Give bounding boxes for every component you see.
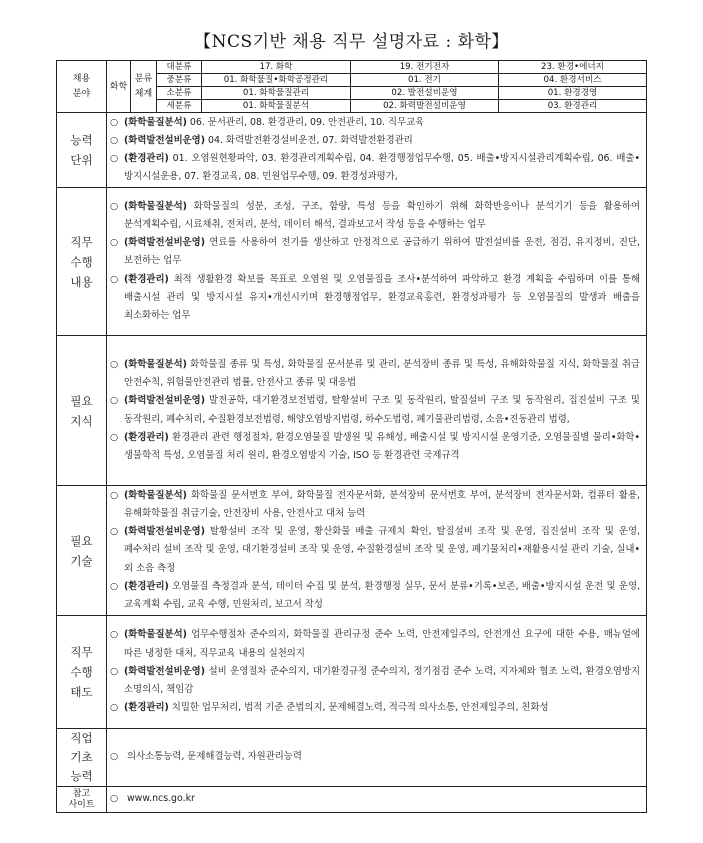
section-label: 직무 수행 내용 (57, 188, 107, 336)
list-item (110, 663, 640, 699)
reference-link[interactable]: www.ncs.go.kr (124, 793, 195, 805)
item-text: 화학물질 문서번호 부여, 화학물질 전자문서화, 분석장비 문서번호 부여, 분석장비 전자문서화, 컴퓨터 활용, 유해화학물질 취급기술, 안전장비 사용, 안전사고 대처 능력 (124, 489, 640, 519)
list-item (110, 234, 640, 270)
circle-bullet-icon: ○ (110, 751, 119, 763)
item-key: (환경관리) (124, 273, 169, 285)
job-description-table (56, 60, 647, 813)
section-label: 직업 기초 능력 (57, 729, 107, 787)
item-text: 업무수행절차 준수의지, 화학물질 관리규정 준수 노력, 안전제일주의, 안전개선 요구에 대한 수용, 매뉴얼에 따른 냉정한 대처, 직무교육 내용의 실천의지 (124, 629, 640, 659)
list-item (110, 626, 640, 662)
item-key: (화학물질분석) (124, 629, 187, 641)
class-cell: 01. 전기 (351, 74, 499, 87)
item-text: 화학물질 종류 및 특성, 화학물질 문서분류 및 관리, 분석장비 종류 및 특성, 유해화학물질 지식, 화학물질 취급 안전수칙, 위험물안전관리 법률, 안전사고 종류 및 대응법 (124, 358, 640, 389)
section-body (107, 188, 647, 336)
list-item (110, 487, 640, 523)
level-label: 대분류 (157, 61, 202, 74)
item-text: 최적 생활환경 확보를 목표로 오염원 및 오염물질을 조사•분석하여 파악하고 환경 계획을 수립하며 이를 통해 배출시설 관리 및 방지시설 유지•개선시키며 환경행정업무, 환경교육홍련, 환경성과평가 등 오염물질의 발생과 배출을 최소화하는 업무 (124, 273, 640, 321)
circle-bullet-icon: ○ (110, 358, 119, 370)
level-label: 세분류 (157, 100, 202, 113)
level-label: 소분류 (157, 87, 202, 100)
circle-bullet-icon: ○ (110, 702, 119, 714)
item-text: 치밀한 업무처리, 법적 기준 준법의지, 문제해결노력, 적극적 의사소통, 안전제일주의, 친화성 (168, 702, 549, 714)
section-body (107, 729, 647, 787)
class-label: 분류 체계 (131, 61, 157, 113)
circle-bullet-icon: ○ (110, 629, 119, 641)
class-cell: 02. 발전설비운영 (351, 87, 499, 100)
item-text: 탈황설비 조작 및 운영, 황산화물 배출 규제치 확인, 탈질설비 조작 및 운영, 집진설비 조작 및 운영, 폐수처리 설비 조작 및 운영, 대기환경설비 조작 및 운영, 수질환경설비 조작 및 운영, 폐기물처리•재활용시설 관리 기술, 실내•외 소음 측정 (124, 526, 640, 574)
circle-bullet-icon: ○ (110, 431, 119, 443)
section-row-reference-site (57, 787, 647, 813)
section-label: 직무 수행 태도 (57, 616, 107, 729)
item-key: (화력발전설비운영) (124, 526, 206, 538)
level-label: 중분류 (157, 74, 202, 87)
section-row-basic-abilities (57, 729, 647, 787)
section-row-skills (57, 486, 647, 616)
circle-bullet-icon: ○ (110, 580, 119, 592)
circle-bullet-icon: ○ (110, 134, 119, 146)
list-item (110, 578, 640, 614)
circle-bullet-icon: ○ (110, 665, 119, 677)
circle-bullet-icon: ○ (110, 116, 119, 128)
item-text: 발전공학, 대기환경보전법령, 탈황설비 구조 및 동작원리, 탈질설비 구조 및 동작원리, 집진설비 구조 및 동작원리, 폐수처리, 수질환경보전법령, 해양오염방지법령, 하수도법령, 폐기물관리법령, 소음•진동관리 법령, (124, 395, 640, 425)
section-row-knowledge (57, 336, 647, 486)
list-item (110, 392, 640, 428)
circle-bullet-icon: ○ (110, 395, 119, 407)
section-label: 필요 지식 (57, 336, 107, 486)
item-key: (화력발전설비운영) (124, 395, 206, 407)
item-key: (환경관리) (124, 431, 169, 443)
list-item (110, 150, 640, 186)
page-title: 【NCS기반 채용 직무 설명자료 : 화학】 (194, 32, 509, 52)
section-label: 능력 단위 (57, 113, 107, 188)
list-item (110, 132, 640, 150)
class-cell: 02. 화력발전설비운영 (351, 100, 499, 113)
item-key: (화학물질분석) (124, 358, 187, 370)
class-cell: 01. 화학물질•화학공정관리 (202, 74, 351, 87)
item-key: (화력발전설비운영) (124, 134, 206, 146)
item-key: (화력발전설비운영) (124, 665, 206, 677)
item-text: 설비 운영절차 준수의지, 대기환경규정 준수의지, 정기점검 준수 노력, 지자체와 협조 노력, 환경오염방지 소명의식, 책임감 (124, 665, 640, 696)
item-text: 오염물질 측정결과 분석, 데이터 수집 및 분석, 환경행정 실무, 문서 분류•기록•보존, 배출•방지시설 운전 및 운영, 교육계획 수립, 교육 수행, 민원처리, 보고서 작성 (124, 580, 640, 610)
class-cell: 01. 환경경영 (499, 87, 647, 100)
item-key: (환경관리) (124, 153, 169, 164)
list-item (110, 748, 640, 766)
class-cell: 04. 환경서비스 (499, 74, 647, 87)
circle-bullet-icon: ○ (110, 793, 119, 805)
item-key: (화력발전설비운영) (124, 237, 206, 249)
circle-bullet-icon: ○ (110, 153, 119, 164)
list-item (110, 523, 640, 578)
item-text: 06. 문서관리, 08. 환경관리, 09. 안전관리, 10. 직무교육 (186, 116, 425, 128)
circle-bullet-icon: ○ (110, 237, 119, 249)
section-body (107, 113, 647, 188)
class-cell: 01. 화학물질관리 (202, 87, 351, 100)
item-text: 04. 화력발전환경설비운전, 07. 화력발전환경관리 (205, 134, 413, 146)
list-item (110, 198, 640, 234)
circle-bullet-icon: ○ (110, 200, 119, 212)
field-label: 채용 분야 (57, 61, 107, 113)
item-key: (화학물질분석) (124, 116, 187, 128)
section-row-ability-units (57, 113, 647, 188)
list-item (110, 114, 640, 132)
class-cell: 19. 전기전자 (351, 61, 499, 74)
class-cell: 01. 화학물질분석 (202, 100, 351, 113)
item-text: 의사소통능력, 문제해결능력, 자원관리능력 (124, 751, 302, 763)
item-key: (화학물질분석) (124, 489, 187, 501)
header-row-major (57, 61, 647, 74)
section-label: 참고 사이트 (57, 787, 107, 813)
item-text: 01. 오염원현황파악, 03. 환경관리계획수립, 04. 환경행정업무수행, 05. 배출•방지시설관리계획수립, 06. 배출•방지시설운용, 07. 환경교육, 08. 민원업무수행, 09. 환경성과평가, (124, 153, 640, 183)
section-row-attitude (57, 616, 647, 729)
item-text: 연료를 사용하여 전기를 생산하고 안정적으로 공급하기 위하여 발전설비를 운전, 점검, 유지정비, 진단, 보전하는 업무 (124, 237, 640, 267)
circle-bullet-icon: ○ (110, 489, 119, 501)
list-item (110, 271, 640, 326)
section-body (107, 616, 647, 729)
item-key: (화학물질분석) (124, 200, 187, 212)
section-body (107, 336, 647, 486)
class-cell: 17. 화학 (202, 61, 351, 74)
item-key: (환경관리) (124, 580, 169, 592)
item-text: 화학물질의 성분, 조성, 구조, 함량, 특성 등을 확인하기 위해 화학반응이나 분석기기 등을 활용하여 분석계획수립, 시료채취, 전처리, 분석, 데이터 해석, 결과보고서 작성 등을 수행하는 업무 (124, 200, 640, 230)
section-label: 필요 기술 (57, 486, 107, 616)
item-key: (환경관리) (124, 702, 169, 714)
section-body (107, 486, 647, 616)
list-item (110, 790, 640, 808)
circle-bullet-icon: ○ (110, 273, 119, 285)
circle-bullet-icon: ○ (110, 526, 119, 538)
section-body (107, 787, 647, 813)
class-cell: 23. 환경•에너지 (499, 61, 647, 74)
class-cell: 03. 환경관리 (499, 100, 647, 113)
item-text: 환경관리 관련 행정절차, 환경오염물질 발생원 및 유해성, 배출시설 및 방지시설 운영기준, 오염물질별 물리•화학•생물학적 특성, 오염물질 처리 원리, 환경오염방지 기술, ISO 등 환경관련 국제규격 (124, 431, 640, 461)
list-item (110, 356, 640, 392)
section-row-duties (57, 188, 647, 336)
list-item (110, 699, 640, 717)
field-value: 화학 (107, 61, 131, 113)
list-item (110, 429, 640, 465)
